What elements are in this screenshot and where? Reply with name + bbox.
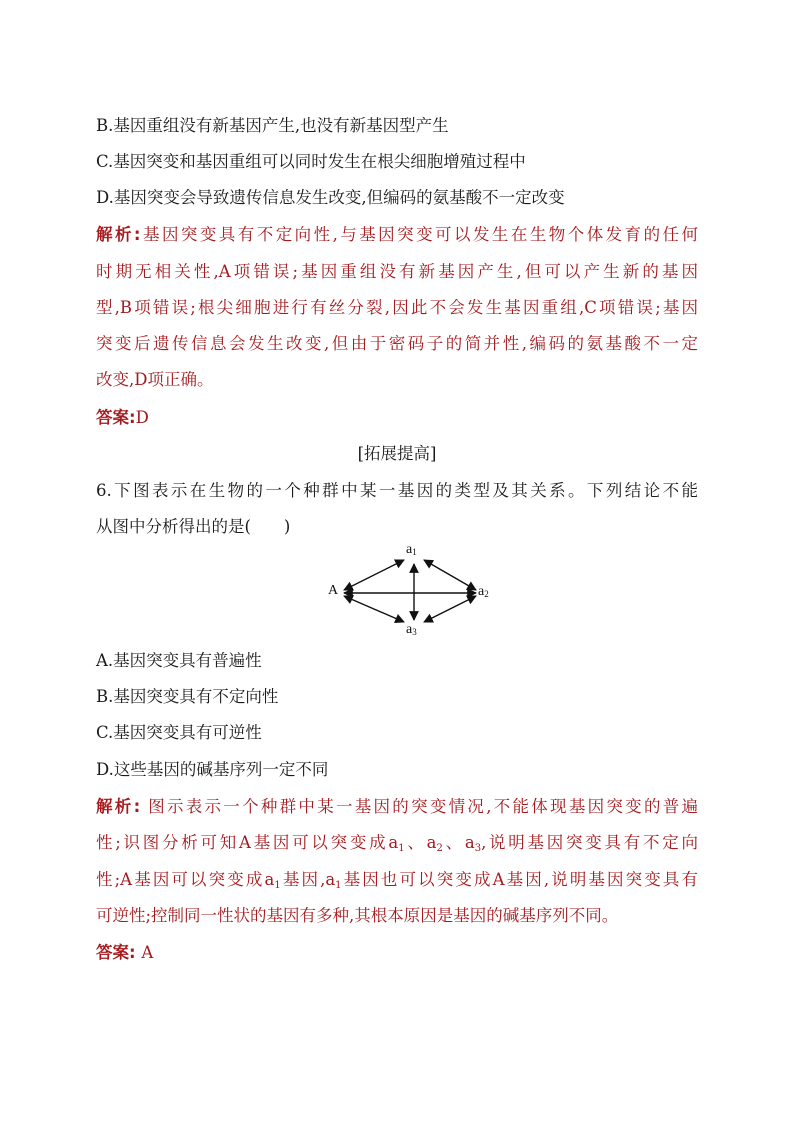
analysis-label-6: 解析 — [96, 797, 134, 816]
question-6-stem-line-2: 从图中分析得出的是( ) — [96, 517, 291, 536]
node-a3: $a_3$ — [406, 622, 417, 637]
analysis-line-1: 解析: 图示表示一个种群中某一基因的突变情况,不能体现基因突变的普遍 — [96, 797, 699, 816]
node-A: A — [328, 583, 339, 598]
answer-label: 答案 — [96, 408, 129, 427]
gene-mutation-diagram — [320, 540, 500, 640]
answer-value-6: A — [141, 943, 154, 962]
answer-6: 答案: A — [96, 943, 154, 962]
arrow-A-a3 — [344, 596, 404, 622]
option-d-prev: D.基因突变会导致遗传信息发生改变,但编码的氨基酸不一定改变 — [96, 188, 565, 207]
option-c-prev: C.基因突变和基因重组可以同时发生在根尖细胞增殖过程中 — [96, 152, 526, 171]
analysis-prev-line-3: 型,B项错误;根尖细胞进行有丝分裂,因此不会发生基因重组,C项错误;基因 — [96, 298, 698, 317]
analysis-label: 解析 — [96, 225, 134, 244]
arrow-a3-a2 — [424, 596, 476, 622]
analysis-prev-line-2: 时期无相关性,A项错误;基因重组没有新基因产生,但可以产生新的基因 — [96, 262, 698, 281]
node-a1: $a_1$ — [406, 542, 417, 557]
analysis-line-2: 性;识图分析可知A基因可以突变成$a_1$、$a_2$、$a_3$,说明基因突变具有不定向 — [96, 833, 699, 854]
option-b: B.基因突变具有不定向性 — [96, 687, 279, 706]
analysis-prev-line-5: 改变,D项正确。 — [96, 370, 214, 389]
arrow-a1-a2 — [424, 560, 476, 590]
answer-label-6: 答案 — [96, 943, 129, 962]
question-6-stem-line-1: 6.下图表示在生物的一个种群中某一基因的类型及其关系。下列结论不能 — [96, 481, 698, 500]
analysis-line-3: 性;A基因可以突变成$a_1$基因$,a_1$基因也可以突变成A基因,说明基因突变具有 — [96, 870, 699, 891]
answer-prev: 答案:D — [96, 408, 149, 427]
analysis-prev-line-1: 解析:基因突变具有不定向性,与基因突变可以发生在生物个体发育的任何 — [96, 225, 699, 244]
option-d: D.这些基因的碱基序列一定不同 — [96, 760, 329, 779]
section-heading: [拓展提高] — [357, 444, 437, 463]
option-c: C.基因突变具有可逆性 — [96, 723, 262, 742]
node-a2: $a_2$ — [478, 584, 489, 599]
arrow-A-a1 — [344, 560, 404, 590]
option-a: A.基因突变具有普遍性 — [96, 651, 262, 670]
analysis-prev-line-4: 突变后遗传信息会发生改变,但由于密码子的简并性,编码的氨基酸不一定 — [96, 334, 698, 353]
answer-value: D — [135, 408, 149, 427]
analysis-line-4: 可逆性;控制同一性状的基因有多种,其根本原因是基因的碱基序列不同。 — [96, 906, 619, 925]
option-b-prev: B.基因重组没有新基因产生,也没有新基因型产生 — [96, 116, 449, 135]
